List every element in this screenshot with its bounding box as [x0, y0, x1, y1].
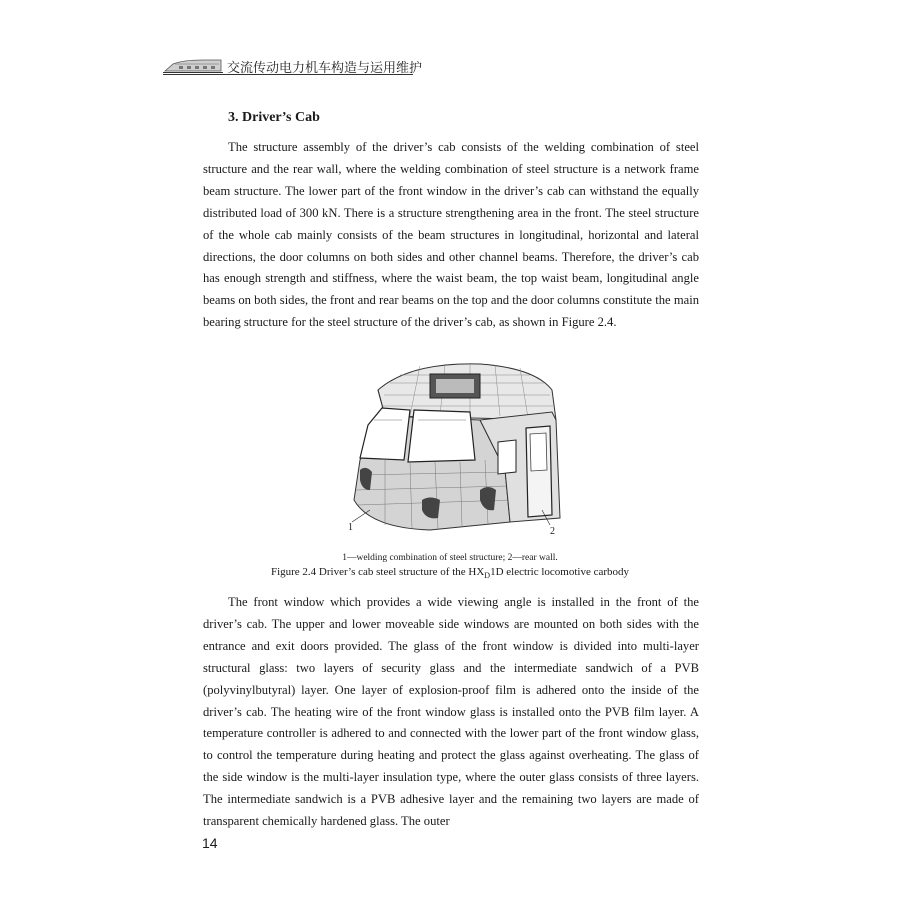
caption-suffix: 1D electric locomotive carbody [490, 566, 630, 578]
callout-1: 1 [348, 522, 353, 533]
book-title: 交流传动电力机车构造与运用维护 [227, 61, 423, 76]
cab-drawing [330, 350, 570, 540]
section-title: 3. Driver’s Cab [228, 110, 320, 125]
paragraph-2: The front window which provides a wide viewing angle is installed in the front of the driver’s cab. The upper and lower moveable side windows are mounted on both sides with the entrance and exit doors provided. The glass of the front window is divided into multi-layer structural glass: two layers of security glass and the intermediate sandwich of a PVB (polyvinylbutyral) layer. One layer of explosion-proof film is adhered onto the inside of the driver’s cab. The heating wire of the front window glass is installed onto the PVB film layer. A temperature controller is adhered to and connected with the lower part of the front window glass, to control the temperature during heating and protect the glass against overheating. The glass of the side window is the multi-layer insulation type, where the outer glass consists of three layers. The intermediate sandwich is a PVB adhesive layer and the remaining two layers are made of transparent chemically hardened glass. The outer [203, 595, 699, 829]
callout-2: 2 [550, 526, 555, 537]
caption-subscript: D [484, 571, 491, 581]
figure-caption [0, 566, 900, 580]
running-header [163, 52, 423, 78]
header-rule [163, 74, 413, 75]
page-number: 14 [202, 835, 218, 851]
caption-prefix: Figure 2.4 Driver’s cab steel structure of the HX [270, 566, 485, 578]
figure-legend: 1—welding combination of steel structure; 2—rear wall. [342, 553, 558, 563]
paragraph-1: The structure assembly of the driver’s cab consists of the welding combination of steel structure and the rear wall, where the welding combination of steel structure is a network frame beam structure. The lower part of the front window in the driver’s cab can withstand the equally distributed load of 300 kN. There is a structure strengthening area in the front. The steel structure of the whole cab mainly consists of the beam structures in longitudinal, horizontal and lateral directions, the door columns on both sides and other channel beams. Therefore, the driver’s cab has enough strength and stiffness, where the waist beam, the top waist beam, longitudinal angle beams on both sides, the front and rear beams on the top and the door columns constitute the main bearing structure for the steel structure of the driver’s cab, as shown in Figure 2.4. [203, 140, 699, 330]
cab-figure [330, 350, 570, 540]
locomotive-icon [163, 58, 223, 74]
